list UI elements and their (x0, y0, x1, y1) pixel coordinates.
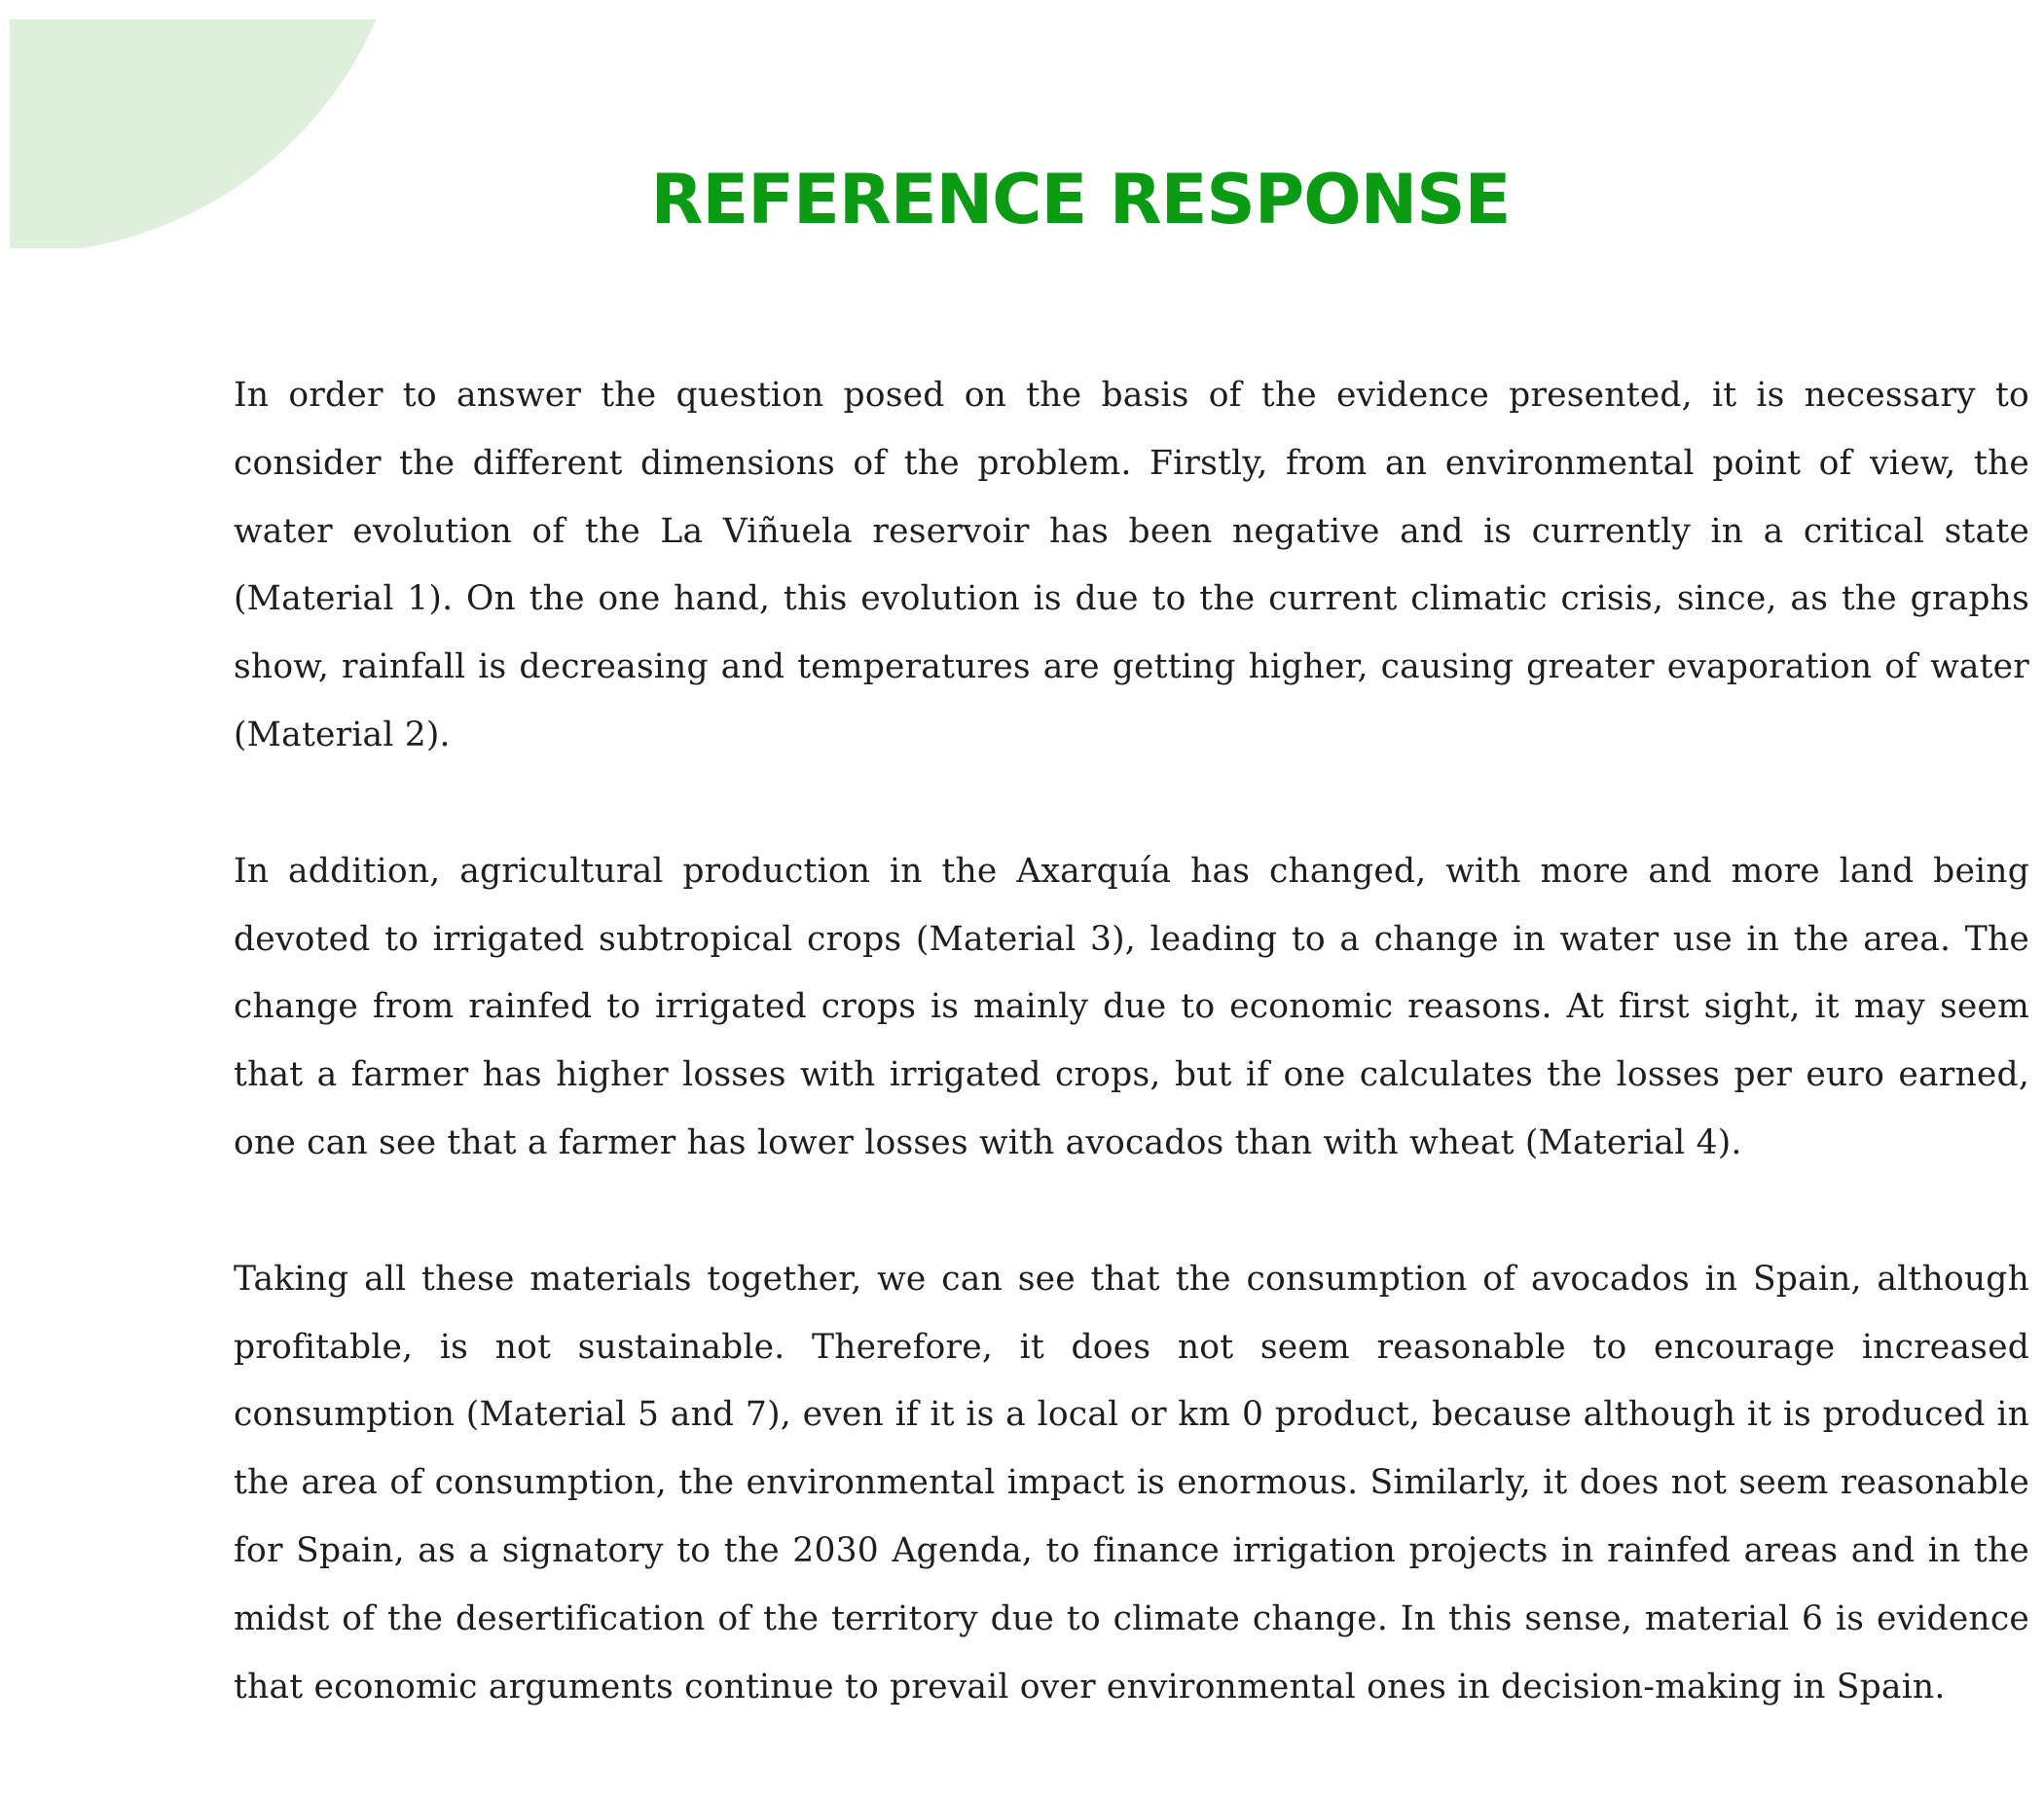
response-body (234, 362, 2029, 1789)
paragraph-conclusion: Taking all these materials together, we can see that the consumption of avocados in Spain, although profitable, is not sustainable. Therefore, it does not seem reasonable to encourage increased consumption (Material 5 and 7), even if it is a local or km 0 product, because although it is produced in the area of consumption, the environmental impact is enormous. Similarly, it does not seem reasonable for Spain, as a signatory to the 2030 Agenda, to finance irrigation projects in rainfed areas and in the midst of the desertification of the territory due to climate change. In this sense, material 6 is evidence that economic arguments continue to prevail over environmental ones in decision-making in Spain. (234, 1259, 2029, 1706)
paragraph-environmental: In order to answer the question posed on the basis of the evidence presented, it is necessary to consider the different dimensions of the problem. Firstly, from an environmental point of view, the water evolution of the La Viñuela reservoir has been negative and is currently in a critical state (Material 1). On the one hand, this evolution is due to the current climatic crisis, since, as the graphs show, rainfall is decreasing and temperatures are getting higher, causing greater evaporation of water (Material 2). (234, 376, 2029, 754)
paragraph-agricultural: In addition, agricultural production in the Axarquía has changed, with more and more land being devoted to irrigated subtropical crops (Material 3), leading to a change in water use in the area. The change from rainfed to irrigated crops is mainly due to economic reasons. At first sight, it may seem that a farmer has higher losses with irrigated crops, but if one calculates the losses per euro earned, one can see that a farmer has lower losses with avocados than with wheat (Material 4). (234, 851, 2029, 1162)
page-title: REFERENCE RESPONSE (650, 160, 1511, 239)
